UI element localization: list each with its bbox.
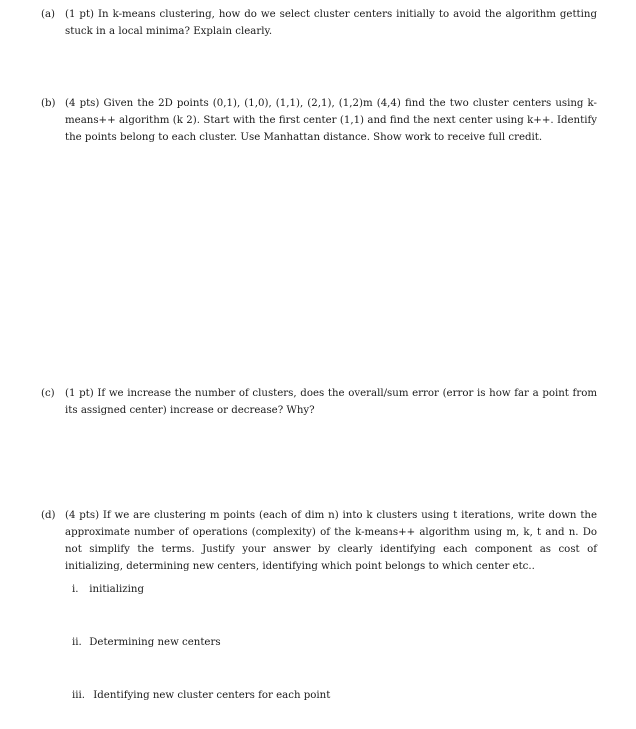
question-text: (4 pts) Given the 2D points (0,1), (1,0), (1,1), (2,1), (1,2)m (4,4) find the two cluster centers using k-means++ algorithm (k 2). Start with the first center (1,1) and find the next center using k++. Identify the points belong to each cluster. Use Manhattan distance. Show work to receive full credit.: [65, 98, 597, 143]
subpart-determining-centers: [72, 635, 221, 651]
question-text: (1 pt) If we increase the number of clusters, does the overall/sum error (error is how far a point from its assigned center) increase or decrease? Why?: [65, 388, 597, 416]
question-a: [41, 6, 597, 40]
subpart-text: Identifying new cluster centers for each point: [93, 690, 331, 701]
question-label: (d): [41, 510, 56, 521]
subpart-identifying-centers: [72, 688, 330, 704]
question-label: (a): [41, 9, 56, 20]
subpart-text: initializing: [89, 584, 144, 595]
subpart-text: Determining new centers: [89, 637, 221, 648]
question-text: (1 pt) In k-means clustering, how do we select cluster centers initially to avoid the algorithm getting stuck in a local minima? Explain clearly.: [65, 9, 597, 37]
subpart-initializing: [72, 582, 144, 598]
question-d: [41, 507, 597, 575]
subpart-number: ii.: [72, 637, 82, 648]
subpart-number: i.: [72, 584, 79, 595]
question-text: (4 pts) If we are clustering m points (each of dim n) into k clusters using t iterations, write down the approximate number of operations (complexity) of the k-means++ algorithm using m, k, t and n. Do not simplify the terms. Justify your answer by clearly identifying each component as cost of initializing, determining new centers, identifying which point belongs to which center etc..: [65, 510, 597, 572]
question-label: (c): [41, 388, 55, 399]
subpart-number: iii.: [72, 690, 86, 701]
question-c: [41, 385, 597, 419]
question-label: (b): [41, 98, 56, 109]
question-b: [41, 95, 597, 146]
